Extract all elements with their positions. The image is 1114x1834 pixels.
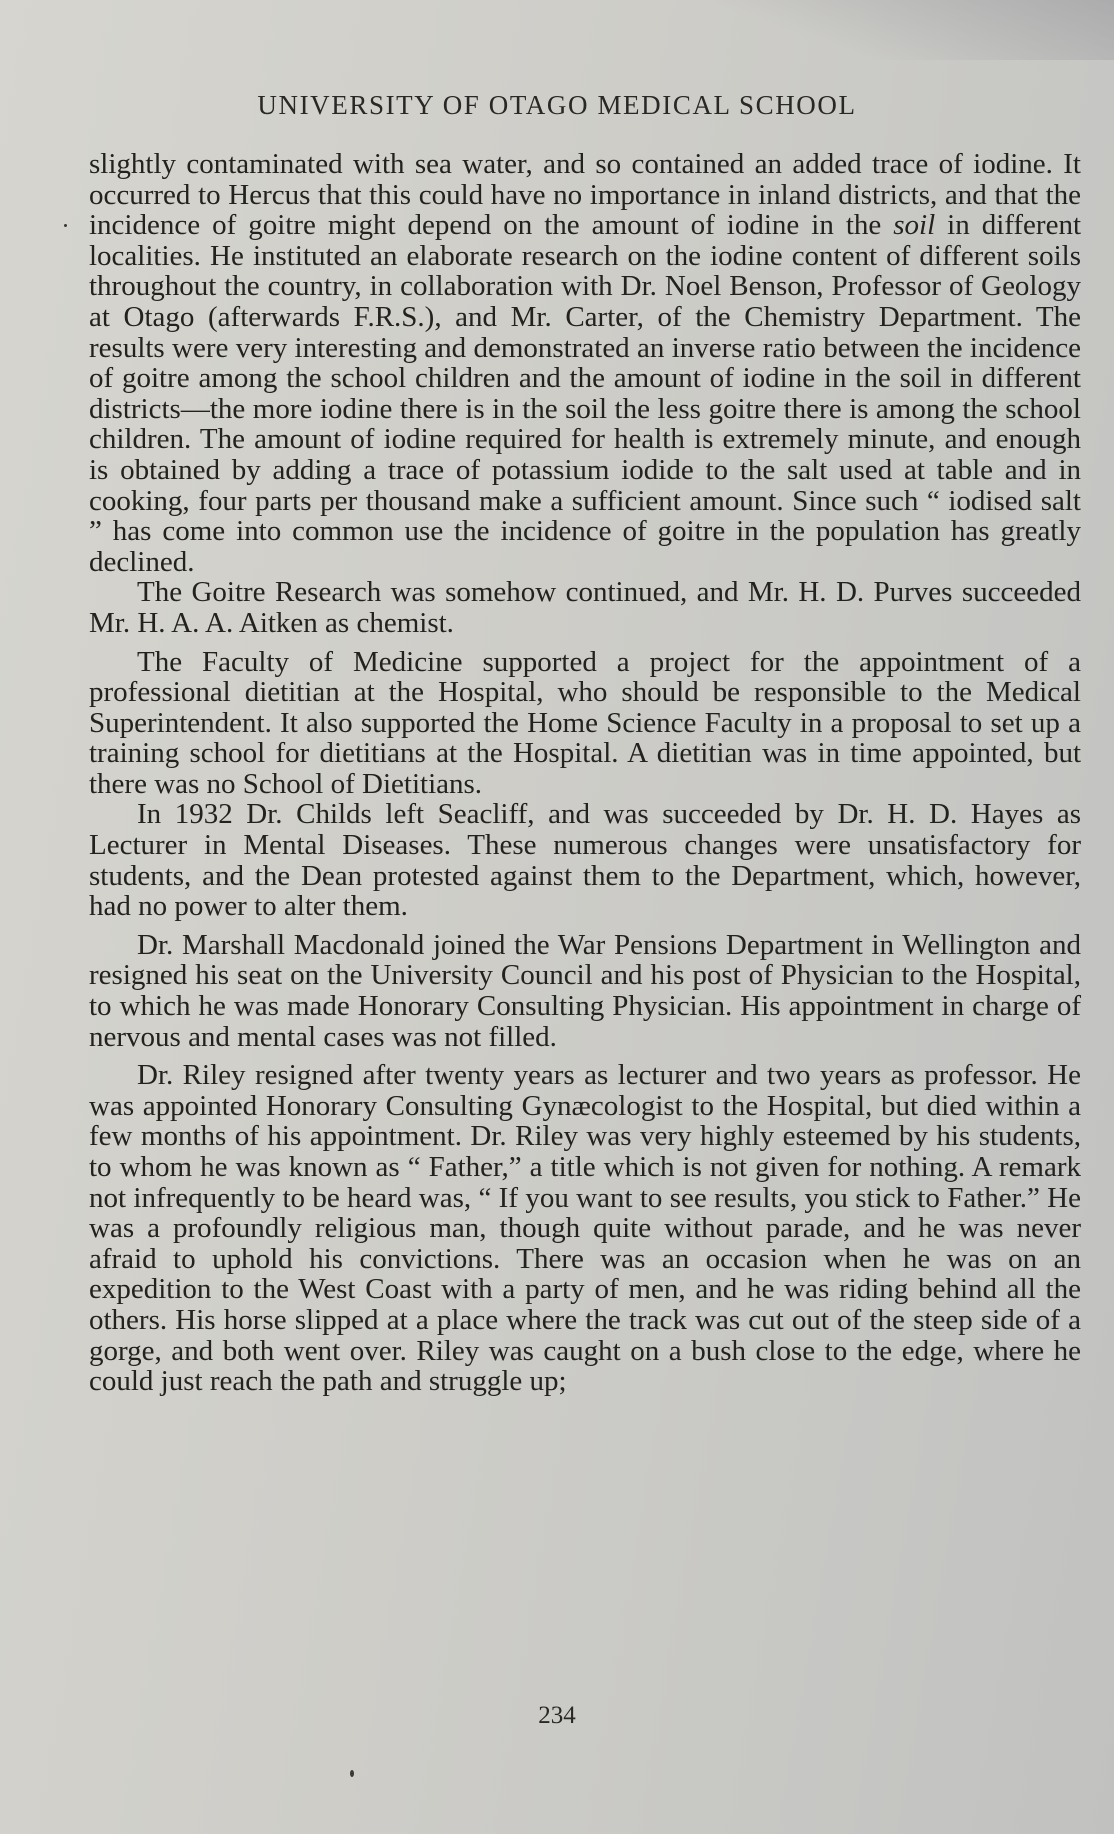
paragraph-dietitian: The Faculty of Medicine supported a project for the appointment of a professional dietitian at the Hospital, who should be responsible to the Medical Superintendent. It also supported the Home Science Faculty in a proposal to set up a training school for dietitians at the Hospital. A dietitian was in time appointed, but there was no School of Dietitians.: [89, 645, 1081, 800]
paragraph-macdonald: Dr. Marshall Macdonald joined the War Pensions Department in Wellington and resigned his seat on the University Council and his post of Physician to the Hospital, to which he was made Honorary Consulting Physician. His appointment in charge of nervous and mental cases was not filled.: [89, 928, 1081, 1053]
paragraph-mental-diseases: In 1932 Dr. Childs left Seacliff, and was succeeded by Dr. H. D. Hayes as Lecturer in Mental Diseases. These numerous changes were unsatisfactory for students, and the Dean protested against them to the Department, which, however, had no power to alter them.: [89, 798, 1081, 923]
running-head: UNIVERSITY OF OTAGO MEDICAL SCHOOL: [257, 90, 857, 120]
paragraph-text: slightly contaminated with sea water, and so contained an added trace of iodine. It occurred to Hercus that this could have no importance in inland districts, and that the incidence of goitre might depend on the amount of iodine in the: [89, 148, 1081, 242]
emphasis-soil: soil: [893, 209, 936, 242]
paragraph-goitre-iodine: [89, 149, 1081, 577]
margin-speck: [64, 224, 67, 227]
paragraph-text: in different localities. He instituted an elaborate research on the iodine content of different soils throughout the country, in collaboration with Dr. Noel Benson, Professor of Geology at Otago (afterwards F.R.S.), and Mr. Carter, of the Chemistry Department. The results were very interesting and demonstrated an inverse ratio between the incidence of goitre among the school children and the amount of iodine in the soil in different districts—the more iodine there is in the soil the less goitre there is among the school children. The amount of iodine required for health is extremely minute, and enough is obtained by adding a trace of potassium iodide to the salt used at table and in cooking, four parts per thousand make a sufficient amount. Since such “ iodised salt ” has come into common use the incidence of goitre in the population has greatly declined.: [89, 209, 1081, 578]
page-body: [89, 149, 1081, 1397]
page-edge-shadow: [694, 0, 1114, 60]
page-number: 234: [538, 1702, 576, 1729]
margin-speck: [350, 1770, 354, 1777]
paragraph-goitre-research: The Goitre Research was somehow continued, and Mr. H. D. Purves succeeded Mr. H. A. A. Aitken as chemist.: [89, 576, 1081, 639]
paragraph-riley: Dr. Riley resigned after twenty years as lecturer and two years as professor. He was appointed Honorary Consulting Gynæcologist to the Hospital, but died within a few months of his appointment. Dr. Riley was very highly esteemed by his students, to whom he was known as “ Father,” a title which is not given for nothing. A remark not infrequently to be heard was, “ If you want to see results, you stick to Father.” He was a profoundly religious man, though quite without parade, and he was never afraid to uphold his convictions. There was an occasion when he was on an expedition to the West Coast with a party of men, and he was riding behind all the others. His horse slipped at a place where the track was cut out of the steep side of a gorge, and both went over. Riley was caught on a bush close to the edge, where he could just reach the path and struggle up;: [89, 1059, 1081, 1398]
